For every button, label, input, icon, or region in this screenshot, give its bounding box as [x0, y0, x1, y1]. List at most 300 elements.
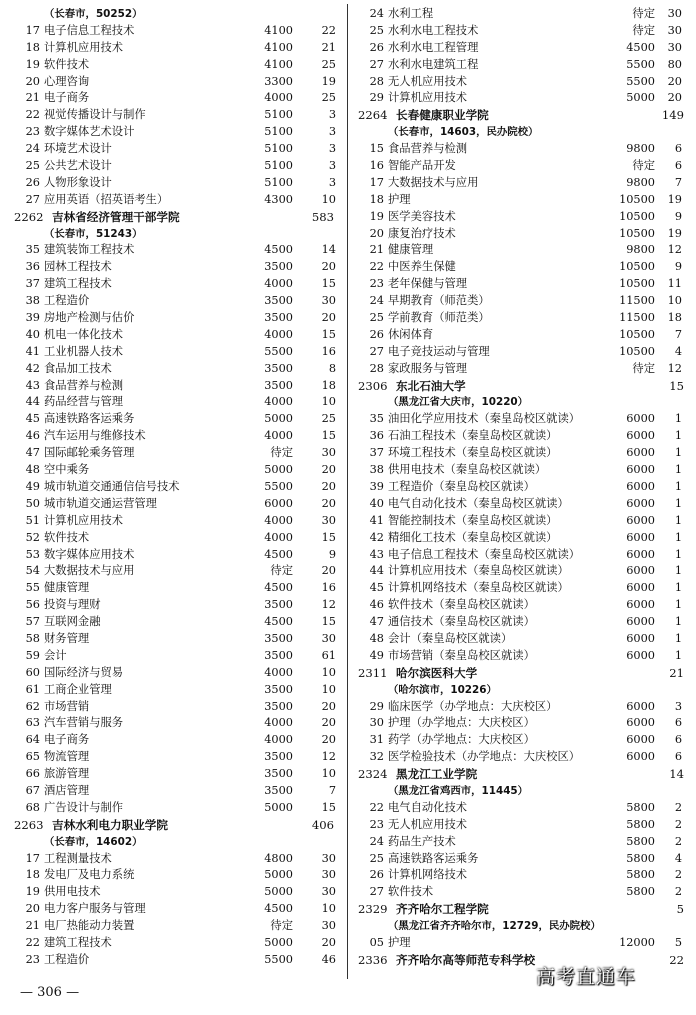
major-name: 机电一体化技术	[44, 327, 124, 341]
enroll-count: 12	[667, 361, 682, 375]
tuition-fee: 6000	[626, 513, 655, 527]
tuition-fee: 5000	[264, 868, 293, 882]
major-name: 互联网金融	[44, 615, 101, 629]
tuition-fee: 4800	[264, 851, 293, 865]
enroll-count: 20	[321, 311, 336, 325]
major-row	[14, 682, 338, 699]
tuition-fee: 5800	[626, 868, 655, 882]
major-code: 40	[369, 496, 384, 510]
major-code: 27	[25, 192, 40, 206]
enroll-count: 30	[321, 919, 336, 933]
tuition-fee: 4500	[626, 40, 655, 54]
major-code: 20	[25, 902, 40, 916]
major-name: 通信技术（秦皇岛校区就读）	[388, 615, 535, 629]
enroll-count: 2	[674, 817, 682, 831]
major-row	[14, 749, 338, 766]
school-plan-total: 14	[669, 767, 684, 782]
tuition-fee: 3500	[264, 750, 293, 764]
tuition-fee: 4500	[264, 243, 293, 257]
tuition-fee: 6000	[626, 648, 655, 662]
major-name: 视觉传播设计与制作	[44, 108, 146, 122]
enroll-count: 1	[674, 429, 682, 443]
major-name: 财务管理	[44, 631, 90, 645]
tuition-fee: 4100	[264, 57, 293, 71]
enroll-count: 1	[674, 513, 682, 527]
major-row	[358, 310, 688, 327]
major-name: 电子信息工程技术（秦皇岛校区就读）	[388, 547, 581, 561]
major-code: 46	[369, 598, 384, 612]
tuition-fee: 5000	[264, 412, 293, 426]
major-code: 22	[369, 260, 384, 274]
enroll-count: 20	[321, 463, 336, 477]
major-name: 精细化工技术（秦皇岛校区就读）	[388, 530, 558, 544]
enroll-count: 16	[321, 581, 336, 595]
major-name: 园林工程技术	[44, 260, 112, 274]
major-name: 计算机应用技术	[44, 40, 124, 54]
major-code: 19	[369, 209, 384, 223]
major-code: 26	[369, 327, 384, 341]
major-row	[14, 378, 338, 395]
major-code: 61	[25, 682, 40, 696]
school-code: 2262	[14, 209, 44, 224]
major-code: 21	[369, 243, 384, 257]
school-location-text: （长春市，50252）	[44, 8, 143, 20]
tuition-fee: 4000	[264, 733, 293, 747]
enroll-count: 4	[674, 344, 682, 358]
school-name: 吉林水利电力职业学院	[52, 817, 168, 832]
major-row	[358, 631, 688, 648]
major-name: 市场营销	[44, 699, 90, 713]
major-name: 建筑工程技术	[44, 277, 112, 291]
tuition-fee: 3500	[264, 682, 293, 696]
enroll-count: 10	[321, 665, 336, 679]
school-location-text: （长春市，51243）	[44, 227, 143, 240]
column-divider	[347, 4, 348, 979]
school-location	[14, 6, 338, 23]
enroll-count: 30	[321, 446, 336, 460]
major-name: 健康管理	[44, 581, 90, 595]
major-row	[358, 834, 688, 851]
major-name: 数字媒体应用技术	[44, 547, 135, 561]
major-name: 无人机应用技术	[388, 74, 468, 88]
major-row	[14, 259, 338, 276]
major-row	[14, 580, 338, 597]
school-plan-total: 406	[311, 817, 334, 832]
tuition-fee: 5100	[264, 125, 293, 139]
major-name: 软件技术	[44, 57, 90, 71]
major-row	[358, 513, 688, 530]
enroll-count: 6	[674, 159, 682, 173]
major-row	[14, 867, 338, 884]
major-code: 68	[25, 800, 40, 814]
major-code: 39	[25, 311, 40, 325]
tuition-fee: 10500	[619, 277, 655, 291]
enroll-count: 3	[328, 159, 336, 173]
major-row	[358, 715, 688, 732]
enroll-count: 1	[674, 479, 682, 493]
tuition-fee: 10500	[619, 209, 655, 223]
enroll-count: 1	[674, 615, 682, 629]
school-name: 东北石油大学	[396, 378, 466, 393]
tuition-fee: 4100	[264, 23, 293, 37]
enroll-count: 1	[674, 631, 682, 645]
major-code: 21	[25, 919, 40, 933]
major-name: 水利工程	[388, 7, 434, 20]
major-row	[14, 361, 338, 378]
major-name: 酒店管理	[44, 783, 90, 797]
tuition-fee: 10500	[619, 226, 655, 240]
school-location	[14, 226, 338, 243]
major-code: 30	[369, 716, 384, 730]
tuition-fee: 4500	[264, 581, 293, 595]
major-name: 大数据技术与应用	[388, 175, 479, 189]
major-name: 会计（秦皇岛校区就读）	[388, 631, 513, 645]
school-plan-total: 583	[311, 209, 334, 224]
tuition-fee: 6000	[626, 699, 655, 713]
school-location	[358, 682, 688, 699]
major-name: 发电厂及电力系统	[44, 868, 135, 882]
major-code: 41	[25, 344, 40, 358]
major-code: 32	[369, 750, 384, 764]
major-code: 50	[25, 496, 40, 510]
major-code: 63	[25, 716, 40, 730]
tuition-fee: 5800	[626, 885, 655, 899]
major-name: 数字媒体艺术设计	[44, 125, 135, 139]
major-row	[14, 732, 338, 749]
major-name: 早期教育（师范类）	[388, 294, 490, 308]
tuition-fee: 待定	[270, 446, 293, 460]
tuition-fee: 5500	[264, 344, 293, 358]
major-name: 工程造价	[44, 952, 90, 966]
major-name: 应用英语（招英语考生）	[44, 192, 169, 206]
major-row	[14, 445, 338, 462]
tuition-fee: 4000	[264, 716, 293, 730]
enroll-count: 6	[674, 142, 682, 156]
major-code: 18	[369, 192, 384, 206]
major-row	[14, 479, 338, 496]
major-name: 石油工程技术（秦皇岛校区就读）	[388, 429, 558, 443]
major-code: 15	[369, 142, 384, 156]
tuition-fee: 6000	[626, 733, 655, 747]
major-name: 投资与理财	[44, 598, 101, 612]
enroll-count: 10	[667, 294, 682, 308]
school-name: 哈尔滨医科大学	[396, 665, 478, 680]
major-code: 23	[369, 277, 384, 291]
major-name: 工业机器人技术	[44, 344, 124, 358]
major-row	[14, 851, 338, 868]
major-row	[358, 293, 688, 310]
major-code: 27	[369, 344, 384, 358]
enroll-count: 1	[674, 530, 682, 544]
enroll-count: 1	[674, 547, 682, 561]
major-row	[358, 276, 688, 293]
tuition-fee: 6000	[626, 564, 655, 578]
tuition-fee: 4100	[264, 40, 293, 54]
major-row	[358, 580, 688, 597]
tuition-fee: 6000	[626, 750, 655, 764]
enroll-count: 6	[674, 733, 682, 747]
major-code: 35	[25, 243, 40, 257]
enroll-count: 5	[674, 935, 682, 949]
enroll-count: 11	[667, 277, 682, 291]
major-row	[358, 259, 688, 276]
major-row	[14, 715, 338, 732]
major-code: 62	[25, 699, 40, 713]
major-code: 24	[25, 142, 40, 156]
enroll-count: 22	[321, 23, 336, 37]
major-code: 57	[25, 615, 40, 629]
major-row	[14, 547, 338, 564]
tuition-fee: 待定	[632, 23, 655, 37]
major-row	[358, 648, 688, 665]
major-code: 23	[25, 952, 40, 966]
major-row	[358, 479, 688, 496]
major-code: 22	[25, 935, 40, 949]
major-row	[358, 344, 688, 361]
tuition-fee: 4500	[264, 547, 293, 561]
enroll-count: 10	[321, 395, 336, 409]
school-location	[358, 783, 688, 800]
tuition-fee: 4000	[264, 91, 293, 105]
major-row	[358, 884, 688, 901]
school-code: 2329	[358, 902, 388, 917]
enroll-count: 30	[667, 40, 682, 54]
major-code: 23	[25, 125, 40, 139]
enroll-count: 15	[321, 800, 336, 814]
tuition-fee: 4000	[264, 513, 293, 527]
major-row	[358, 175, 688, 192]
tuition-fee: 待定	[632, 361, 655, 375]
major-name: 水利水电工程技术	[388, 23, 479, 37]
tuition-fee: 11500	[619, 294, 655, 308]
major-row	[14, 513, 338, 530]
tuition-fee: 5800	[626, 817, 655, 831]
major-row	[358, 327, 688, 344]
major-row	[14, 783, 338, 800]
enroll-count: 18	[667, 311, 682, 325]
major-name: 旅游管理	[44, 767, 90, 781]
tuition-fee: 6000	[626, 479, 655, 493]
tuition-fee: 11500	[619, 311, 655, 325]
major-code: 37	[369, 446, 384, 460]
school-location-text: （哈尔滨市，10226）	[388, 683, 497, 696]
major-row	[358, 614, 688, 631]
tuition-fee: 4000	[264, 277, 293, 291]
major-row	[14, 428, 338, 445]
major-code: 24	[369, 7, 384, 20]
enroll-count: 30	[321, 294, 336, 308]
school-code: 2306	[358, 378, 388, 393]
major-name: 计算机应用技术	[388, 91, 468, 105]
tuition-fee: 3500	[264, 648, 293, 662]
tuition-fee: 5500	[264, 479, 293, 493]
enroll-count: 7	[674, 327, 682, 341]
tuition-fee: 4300	[264, 192, 293, 206]
major-row	[14, 631, 338, 648]
enroll-count: 10	[321, 767, 336, 781]
tuition-fee: 3500	[264, 767, 293, 781]
enroll-count: 1	[674, 648, 682, 662]
major-code: 29	[369, 91, 384, 105]
major-row	[14, 344, 338, 361]
major-row	[14, 614, 338, 631]
major-row	[14, 141, 338, 158]
major-row	[358, 800, 688, 817]
enroll-count: 1	[674, 581, 682, 595]
school-plan-total: 22	[669, 952, 684, 967]
major-row	[14, 327, 338, 344]
enroll-count: 20	[321, 260, 336, 274]
school-plan-total: 5	[676, 902, 684, 917]
enroll-count: 9	[328, 547, 336, 561]
enroll-count: 1	[674, 496, 682, 510]
tuition-fee: 5100	[264, 108, 293, 122]
enroll-count: 15	[321, 615, 336, 629]
tuition-fee: 6000	[626, 530, 655, 544]
enroll-count: 2	[674, 800, 682, 814]
major-code: 16	[369, 159, 384, 173]
enroll-count: 1	[674, 446, 682, 460]
major-name: 计算机应用技术	[44, 513, 124, 527]
major-code: 43	[369, 547, 384, 561]
major-code: 36	[25, 260, 40, 274]
enroll-count: 20	[667, 91, 682, 105]
enroll-count: 30	[321, 851, 336, 865]
enroll-count: 20	[321, 564, 336, 578]
major-row	[358, 597, 688, 614]
major-code: 60	[25, 665, 40, 679]
tuition-fee: 5000	[264, 885, 293, 899]
major-code: 38	[369, 463, 384, 477]
tuition-fee: 3500	[264, 361, 293, 375]
major-code: 52	[25, 530, 40, 544]
major-name: 工程测量技术	[44, 851, 112, 865]
major-code: 44	[369, 564, 384, 578]
major-code: 42	[369, 530, 384, 544]
tuition-fee: 6000	[626, 496, 655, 510]
major-code: 49	[369, 648, 384, 662]
enroll-count: 7	[674, 175, 682, 189]
major-name: 食品加工技术	[44, 361, 112, 375]
tuition-fee: 10500	[619, 192, 655, 206]
enroll-count: 20	[321, 699, 336, 713]
major-name: 电子商务	[44, 733, 90, 747]
school-location-text: （长春市，14602）	[44, 835, 143, 848]
major-code: 46	[25, 429, 40, 443]
enroll-count: 14	[321, 243, 336, 257]
school-location	[358, 394, 688, 411]
enroll-count: 30	[321, 885, 336, 899]
major-row	[358, 361, 688, 378]
major-row	[14, 411, 338, 428]
enroll-count: 20	[321, 716, 336, 730]
major-code: 25	[369, 851, 384, 865]
tuition-fee: 4000	[264, 327, 293, 341]
enroll-count: 12	[321, 750, 336, 764]
school-header	[358, 952, 688, 969]
major-code: 40	[25, 327, 40, 341]
major-code: 41	[369, 513, 384, 527]
tuition-fee: 6000	[626, 581, 655, 595]
tuition-fee: 4000	[264, 530, 293, 544]
major-name: 公共艺术设计	[44, 159, 112, 173]
major-row	[358, 496, 688, 513]
enroll-count: 1	[674, 598, 682, 612]
major-code: 31	[369, 733, 384, 747]
major-name: 软件技术（秦皇岛校区就读）	[388, 598, 535, 612]
enroll-count: 1	[674, 564, 682, 578]
tuition-fee: 6000	[626, 631, 655, 645]
major-row	[14, 462, 338, 479]
major-name: 临床医学（办学地点：大庆校区）	[388, 699, 558, 713]
major-name: 计算机网络技术（秦皇岛校区就读）	[388, 581, 569, 595]
enroll-count: 3	[328, 142, 336, 156]
enroll-count: 16	[321, 344, 336, 358]
school-location	[14, 834, 338, 851]
school-location-text: （黑龙江省鸡西市，11445）	[388, 784, 529, 797]
major-row	[358, 732, 688, 749]
enroll-count: 4	[674, 851, 682, 865]
major-name: 药品生产技术	[388, 834, 456, 848]
major-code: 05	[369, 935, 384, 949]
tuition-fee: 3500	[264, 699, 293, 713]
major-code: 64	[25, 733, 40, 747]
major-row	[14, 563, 338, 580]
major-name: 家政服务与管理	[388, 361, 468, 375]
major-name: 电子竞技运动与管理	[388, 344, 490, 358]
major-row	[358, 141, 688, 158]
tuition-fee: 6000	[626, 547, 655, 561]
major-code: 49	[25, 479, 40, 493]
school-header	[14, 209, 338, 226]
major-row	[358, 90, 688, 107]
major-row	[14, 40, 338, 57]
tuition-fee: 待定	[632, 7, 655, 20]
major-row	[358, 74, 688, 91]
school-plan-total: 15	[669, 378, 684, 393]
tuition-fee: 10500	[619, 260, 655, 274]
tuition-fee: 待定	[632, 159, 655, 173]
major-name: 广告设计与制作	[44, 800, 124, 814]
major-name: 汽车运用与维修技术	[44, 429, 146, 443]
major-row	[14, 293, 338, 310]
school-header	[358, 378, 688, 395]
major-name: 医学美容技术	[388, 209, 456, 223]
enroll-count: 3	[674, 699, 682, 713]
tuition-fee: 4500	[264, 902, 293, 916]
enroll-count: 19	[667, 192, 682, 206]
major-code: 37	[25, 277, 40, 291]
tuition-fee: 3500	[264, 631, 293, 645]
major-code: 19	[25, 57, 40, 71]
major-name: 物流管理	[44, 750, 90, 764]
major-row	[358, 57, 688, 74]
enroll-count: 10	[321, 192, 336, 206]
enroll-count: 61	[321, 648, 336, 662]
major-row	[358, 699, 688, 716]
major-row	[358, 867, 688, 884]
tuition-fee: 4000	[264, 395, 293, 409]
tuition-fee: 5800	[626, 800, 655, 814]
major-code: 47	[25, 446, 40, 460]
page-number: — 306 —	[20, 985, 80, 1000]
enroll-count: 15	[321, 277, 336, 291]
major-row	[358, 530, 688, 547]
tuition-fee: 6000	[626, 598, 655, 612]
major-code: 53	[25, 547, 40, 561]
major-row	[358, 749, 688, 766]
enroll-count: 3	[328, 175, 336, 189]
